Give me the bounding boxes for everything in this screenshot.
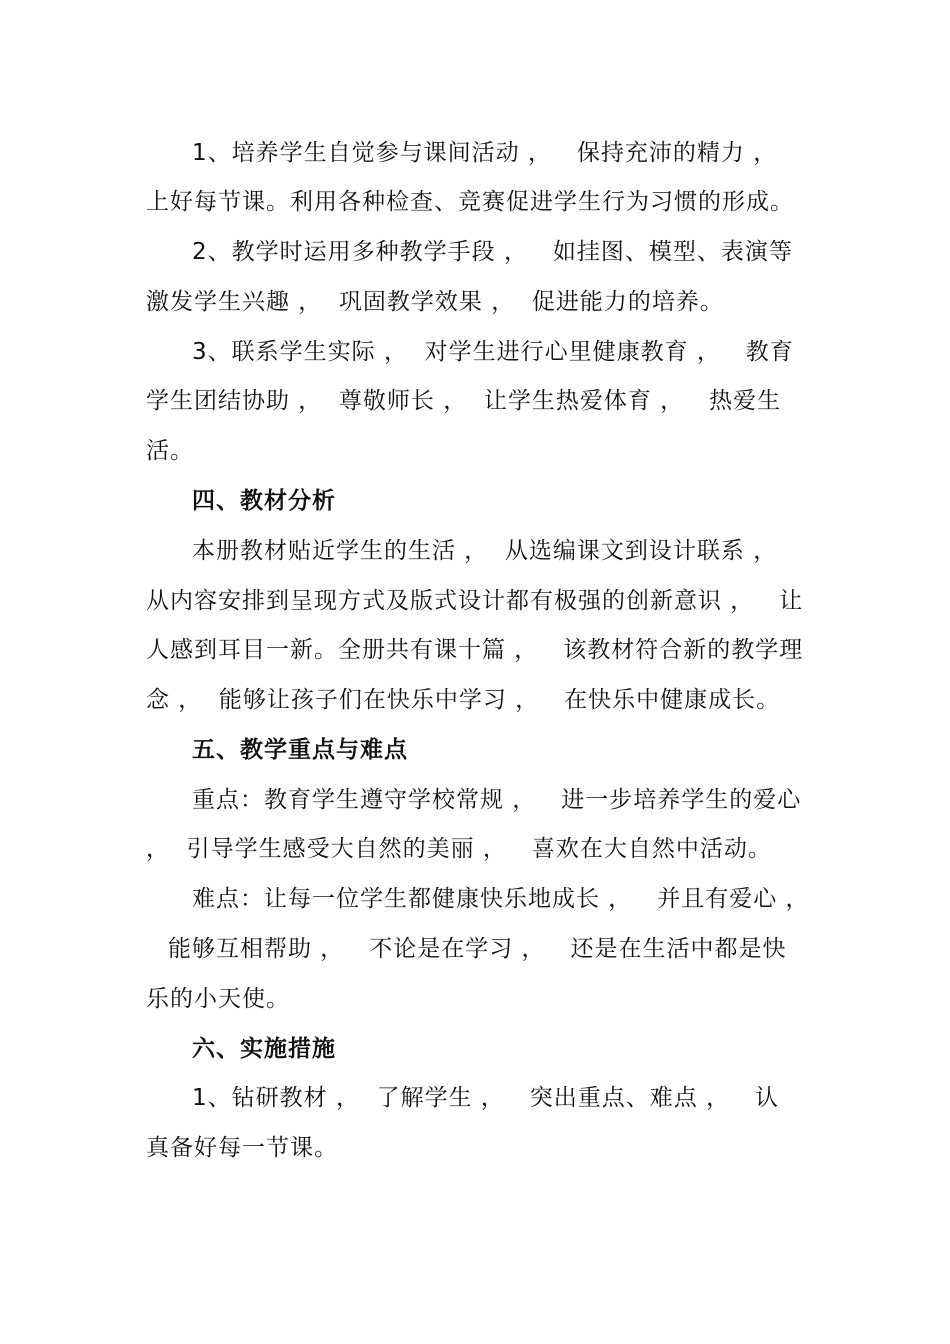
- section-heading: 四、教材分析: [192, 488, 336, 514]
- paragraph-line: 从内容安排到呈现方式及版式设计都有极强的创新意识 ， 让: [146, 588, 804, 614]
- paragraph-line: 学生团结协助 ， 尊敬师长 ， 让学生热爱体育 ， 热爱生: [146, 388, 782, 414]
- paragraph-line: 3、联系学生实际 ， 对学生进行心里健康教育 ， 教育: [192, 339, 794, 365]
- paragraph-line: 真备好每一节课。: [146, 1135, 338, 1161]
- paragraph-line: 乐的小天使。: [146, 986, 290, 1012]
- paragraph-line: ， 引导学生感受大自然的美丽 ， 喜欢在大自然中活动。: [146, 836, 772, 862]
- paragraph-line: 本册教材贴近学生的生活 ， 从选编课文到设计联系 ，: [192, 538, 778, 564]
- paragraph-line: 1、钻研教材 ， 了解学生 ， 突出重点、难点 ， 认: [192, 1085, 780, 1111]
- paragraph-line: 活。: [146, 438, 194, 464]
- paragraph-line: 重点：教育学生遵守学校常规 ， 进一步培养学生的爱心: [192, 787, 802, 813]
- section-heading: 六、实施措施: [192, 1036, 336, 1062]
- paragraph-line: 能够互相帮助 ， 不论是在学习 ， 还是在生活中都是快: [168, 936, 787, 962]
- paragraph-line: 人感到耳目一新。全册共有课十篇 ， 该教材符合新的教学理: [146, 637, 804, 663]
- paragraph-line: 念 ， 能够让孩子们在快乐中学习 ， 在快乐中健康成长。: [146, 687, 781, 713]
- paragraph-line: 2、教学时运用多种教学手段 ， 如挂图、模型、表演等: [192, 239, 793, 265]
- paragraph-line: 上好每节课。利用各种检查、竞赛促进学生行为习惯的形成。: [146, 189, 794, 215]
- section-heading: 五、教学重点与难点: [192, 737, 408, 763]
- paragraph-line: 1、培养学生自觉参与课间活动 ， 保持充沛的精力 ，: [192, 140, 778, 166]
- paragraph-line: 难点：让每一位学生都健康快乐地成长 ， 并且有爱心 ，: [192, 886, 810, 912]
- paragraph-line: 激发学生兴趣 ， 巩固教学效果 ， 促进能力的培养。: [146, 289, 724, 315]
